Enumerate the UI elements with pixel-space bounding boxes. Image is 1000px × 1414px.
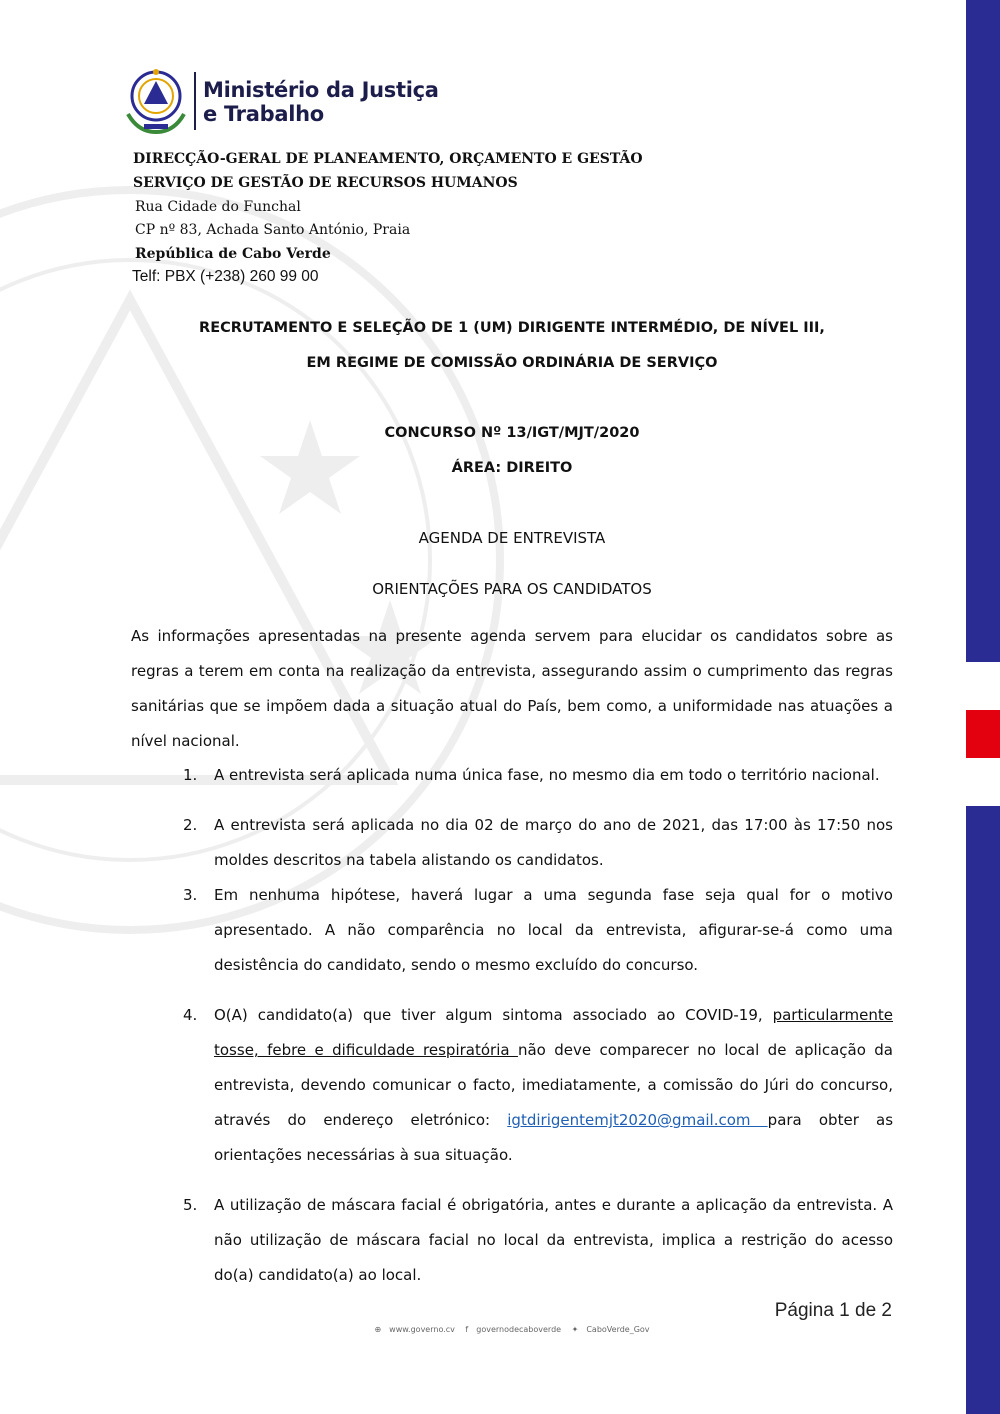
ministry-name	[203, 78, 439, 126]
area: ÁREA: DIREITO	[451, 460, 573, 476]
right-stripe-red	[966, 710, 1000, 758]
address-street: Rua Cidade do Funchal	[135, 199, 301, 215]
page-number: Página 1 de 2	[774, 1300, 892, 1321]
agenda-heading: AGENDA DE ENTREVISTA	[418, 529, 606, 547]
address-postal: CP nº 83, Achada Santo António, Praia	[135, 222, 411, 238]
contest-number: CONCURSO Nº 13/IGT/MJT/2020	[384, 425, 640, 441]
facebook-icon: f	[465, 1325, 469, 1334]
item4-text-c: para obter as orientações necessárias à sua situação.	[214, 1111, 894, 1164]
country: República de Cabo Verde	[135, 246, 331, 262]
service-name: SERVIÇO DE GESTÃO DE RECURSOS HUMANOS	[133, 175, 518, 191]
list-item: A entrevista será aplicada numa única fase, no mesmo dia em todo o território nacional.	[214, 766, 880, 784]
title-line2: EM REGIME DE COMISSÃO ORDINÁRIA DE SERVIÇO	[306, 355, 718, 371]
title-line1: RECRUTAMENTO E SELEÇÃO DE 1 (UM) DIRIGENTE INTERMÉDIO, DE NÍVEL III,	[199, 320, 825, 336]
list-number: 5.	[183, 1196, 198, 1214]
telephone: Telf: PBX (+238) 260 99 00	[132, 268, 319, 285]
list-item: A utilização de máscara facial é obrigatória, antes e durante a aplicação da entrevista. A não utilização de máscara facial no local da entrevista, implica a restrição do acesso do(a) candidato(a) ao local.	[214, 1196, 893, 1284]
ministry-line2: e Trabalho	[203, 102, 324, 126]
department-name: DIRECÇÃO-GERAL DE PLANEAMENTO, ORÇAMENTO E GESTÃO	[133, 151, 643, 167]
ministry-line1: Ministério da Justiça	[203, 78, 439, 102]
coat-of-arms-logo	[118, 66, 194, 138]
footer-facebook[interactable]: governodecaboverde	[476, 1325, 562, 1334]
item4-text-b: não deve comparecer no local de aplicação da entrevista, devendo comunicar o facto, imediatamente, a comissão do Júri do concurso, através do endereço eletrónico:	[214, 1041, 893, 1129]
email-link[interactable]: igtdirigentemjt2020@gmail.com	[507, 1111, 768, 1129]
orientations-heading: ORIENTAÇÕES PARA OS CANDIDATOS	[372, 580, 652, 598]
globe-icon: ⊕	[374, 1325, 382, 1334]
list-item: Em nenhuma hipótese, haverá lugar a uma segunda fase seja qual for o motivo apresentado. A não comparência no local da entrevista, afigurar-se-á como uma desistência do candidato, sendo o mesmo excluído do concurso.	[214, 886, 893, 974]
list-number: 2.	[183, 816, 198, 834]
footer-twitter[interactable]: CaboVerde_Gov	[586, 1325, 650, 1334]
list-item: A entrevista será aplicada no dia 02 de março do ano de 2021, das 17:00 às 17:50 nos moldes descritos na tabela alistando os candidatos.	[214, 816, 893, 869]
footer-links	[0, 1325, 1000, 1334]
item4-text-a: O(A) candidato(a) que tiver algum sintoma associado ao COVID-19,	[214, 1006, 773, 1024]
list-number: 3.	[183, 886, 198, 904]
footer-web[interactable]: www.governo.cv	[389, 1325, 455, 1334]
intro-paragraph: As informações apresentadas na presente agenda servem para elucidar os candidatos sobre as regras a terem em conta na realização da entrevista, assegurando assim o cumprimento das regras sanitárias que se impõem dada a situação atual do País, bem como, a uniformidade nas atuações a nível nacional.	[131, 627, 893, 750]
logo-separator	[194, 72, 196, 130]
item4-symptoms-underlined: particularmente tosse, febre e dificuldade respiratória	[214, 1006, 893, 1059]
list-number: 4.	[183, 1006, 198, 1024]
list-item	[214, 998, 893, 1173]
right-stripe-blue-bottom	[966, 806, 1000, 1414]
twitter-icon: ✦	[571, 1325, 579, 1334]
list-number: 1.	[183, 766, 198, 784]
